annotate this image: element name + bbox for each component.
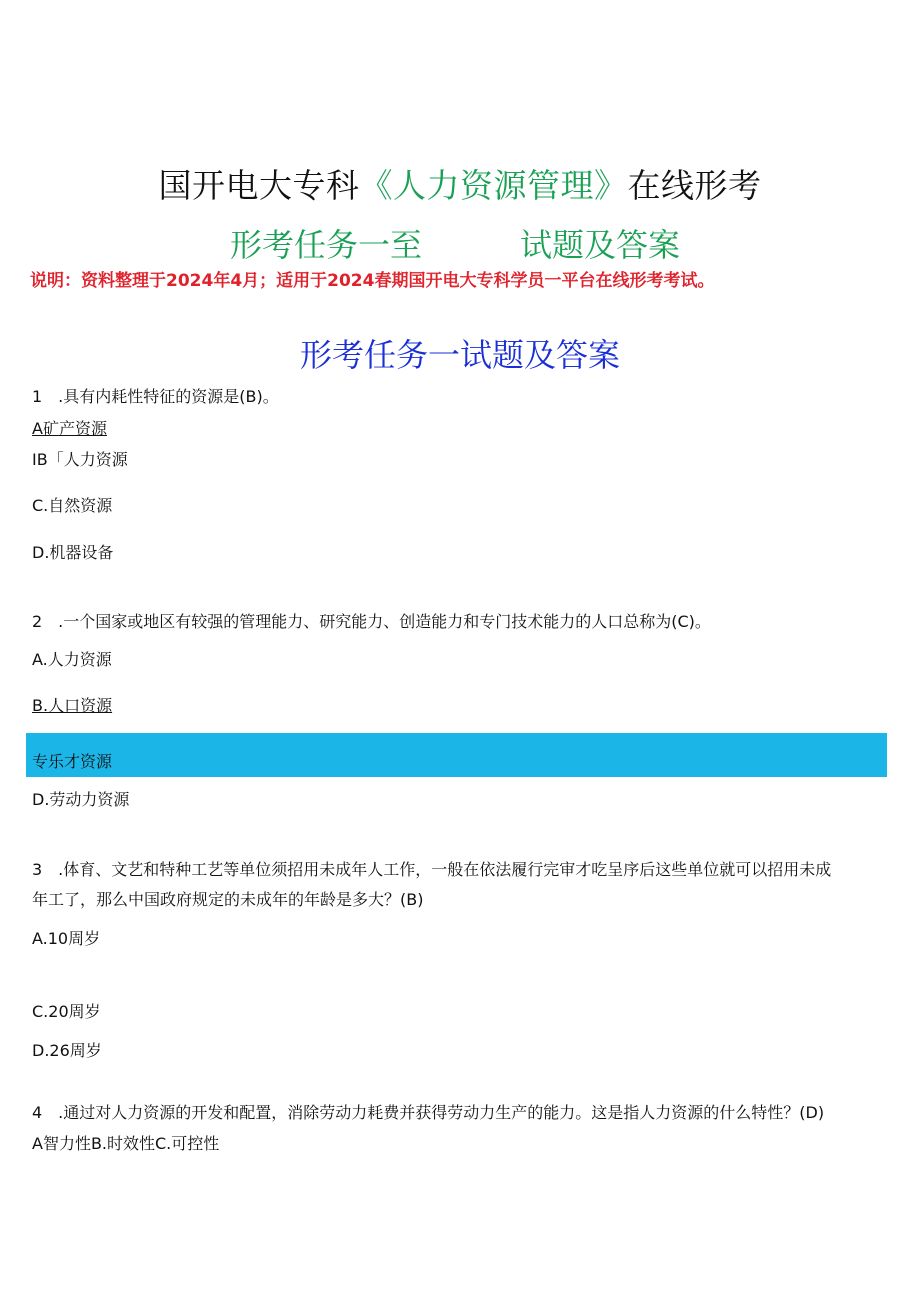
q2-option-a: A.人力资源 [32,650,112,669]
q2-option-b: B.人口资源 [32,696,113,715]
q2-option-c-highlight [26,733,887,777]
q3-option-d: D.26周岁 [32,1041,102,1060]
q2-option-c: 专乐才资源 [32,752,113,771]
subtitle-left: 形考任务一至 [230,226,423,264]
q4-options: A智力性B.时效性C.可控性 [32,1134,220,1153]
q2-option-d: D.劳动力资源 [32,790,130,809]
question-3-line-2: 年工了，那么中国政府规定的未成年的年龄是多大？(B) [32,890,424,909]
title-suffix: 在线形考 [627,166,762,205]
question-4: 4 .通过对人力资源的开发和配置，消除劳动力耗费并获得劳动力生产的能力。这是指人力资源的什么特性？(D) [32,1103,825,1122]
subtitle-right: 试题及答案 [520,226,681,264]
title-prefix: 国开电大专科 [158,166,360,205]
q1-option-b: IB「人力资源 [32,450,128,469]
q1-option-c: C.自然资源 [32,496,113,515]
q3-option-a: A.10周岁 [32,929,101,948]
q3-option-c: C.20周岁 [32,1002,101,1021]
document-title [0,160,920,207]
note-text: 说明：资料整理于2024年4月；适用于2024春期国开电大专科学员一平台在线形考考试。 [30,271,715,291]
question-2: 2 .一个国家或地区有较强的管理能力、研究能力、创造能力和专门技术能力的人口总称为(C)。 [32,612,711,631]
question-3-line-1: 3 .体育、文艺和特种工艺等单位须招用未成年人工作，一般在依法履行完审才吃呈序后这些单位就可以招用未成 [32,860,832,879]
title-course: 《人力资源管理》 [359,166,628,205]
q1-option-a: A矿产资源 [32,419,107,438]
question-1: 1 .具有内耗性特征的资源是(B)。 [32,387,279,406]
q1-option-d: D.机器设备 [32,543,114,562]
section-title: 形考任务一试题及答案 [299,336,620,374]
